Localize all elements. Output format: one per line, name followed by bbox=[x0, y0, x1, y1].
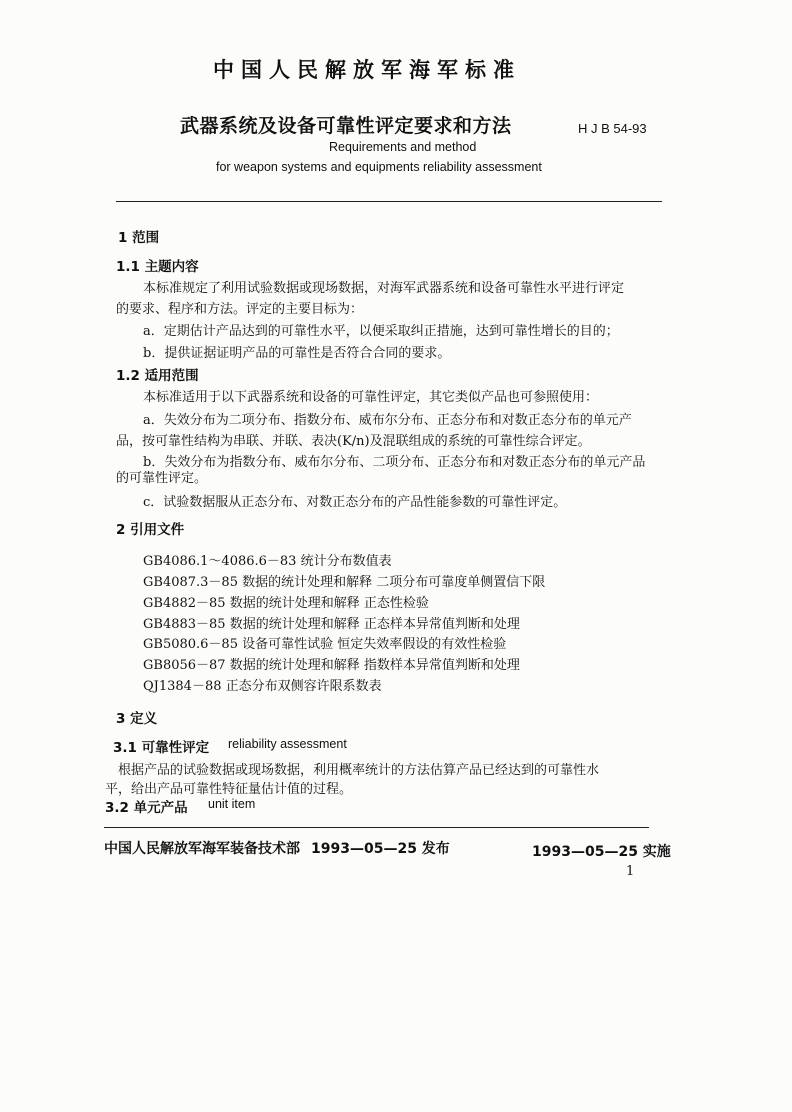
section-1-1-item-a: a．定期估计产品达到的可靠性水平，以便采取纠正措施，达到可靠性增长的目的； bbox=[143, 324, 619, 339]
section-3-2-heading: 3.2 单元产品 bbox=[105, 800, 188, 816]
section-1-1-para-line1: 本标准规定了利用试验数据或现场数据，对海军武器系统和设备可靠性水平进行评定 bbox=[143, 281, 625, 296]
document-title-en-line1: Requirements and method bbox=[329, 140, 477, 154]
section-1-heading: 1 范围 bbox=[118, 230, 160, 246]
section-1-1-para-line2: 的要求、程序和方法。评定的主要目标为： bbox=[116, 302, 364, 317]
reference-item: GB4883－85 数据的统计处理和解释 正态样本异常值判断和处理 bbox=[143, 617, 520, 632]
section-3-heading: 3 定义 bbox=[116, 711, 158, 727]
section-1-2-heading: 1.2 适用范围 bbox=[116, 368, 199, 384]
section-2-heading: 2 引用文件 bbox=[116, 522, 185, 538]
issuing-authority: 中国人民解放军海军装备技术部 bbox=[104, 841, 300, 857]
section-1-2-item-a-line2: 品，按可靠性结构为串联、并联、表决(K/n)及混联组成的系统的可靠性综合评定。 bbox=[116, 434, 591, 449]
section-3-1-heading: 3.1 可靠性评定 bbox=[113, 740, 210, 756]
reference-item: GB8056－87 数据的统计处理和解释 指数样本异常值判断和处理 bbox=[143, 658, 520, 673]
section-1-2-item-b-line2: 的可靠性评定。 bbox=[116, 471, 208, 486]
reference-item: GB4882－85 数据的统计处理和解释 正态性检验 bbox=[143, 596, 429, 611]
reference-item: QJ1384－88 正态分布双侧容许限系数表 bbox=[143, 679, 382, 694]
section-1-1-heading: 1.1 主题内容 bbox=[116, 259, 199, 275]
effective-date: 1993—05—25 实施 bbox=[532, 844, 671, 860]
reference-item: GB4086.1～4086.6－83 统计分布数值表 bbox=[143, 554, 392, 569]
document-title-cn: 武器系统及设备可靠性评定要求和方法 bbox=[180, 115, 512, 137]
reference-item: GB4087.3－85 数据的统计处理和解释 二项分布可靠度单侧置信下限 bbox=[143, 575, 546, 590]
footer-rule bbox=[104, 827, 649, 828]
standard-series-title: 中国人民解放军海军标准 bbox=[213, 58, 521, 82]
section-3-1-term-en: reliability assessment bbox=[228, 737, 347, 751]
issue-date: 1993—05—25 发布 bbox=[311, 841, 450, 857]
reference-item: GB5080.6－85 设备可靠性试验 恒定失效率假设的有效性检验 bbox=[143, 637, 507, 652]
header-rule bbox=[116, 201, 662, 202]
section-3-1-definition-line1: 根据产品的试验数据或现场数据，利用概率统计的方法估算产品已经达到的可靠性水 bbox=[118, 763, 600, 778]
standard-code: H J B 54-93 bbox=[578, 121, 647, 136]
section-3-2-term-en: unit item bbox=[208, 797, 256, 811]
section-1-2-intro: 本标准适用于以下武器系统和设备的可靠性评定，其它类似产品也可参照使用： bbox=[143, 390, 599, 405]
section-1-2-item-c: c．试验数据服从正态分布、对数正态分布的产品性能参数的可靠性评定。 bbox=[143, 495, 567, 510]
document-title-en-line2: for weapon systems and equipments reliability assessment bbox=[216, 160, 542, 174]
section-1-2-item-a-line1: a．失效分布为二项分布、指数分布、威布尔分布、正态分布和对数正态分布的单元产 bbox=[143, 413, 632, 428]
section-3-1-definition-line2: 平，给出产品可靠性特征量估计值的过程。 bbox=[105, 782, 353, 797]
section-1-2-item-b-line1: b．失效分布为指数分布、威布尔分布、二项分布、正态分布和对数正态分布的单元产品 bbox=[143, 455, 646, 470]
page-number: 1 bbox=[626, 864, 635, 879]
section-1-1-item-b: b．提供证据证明产品的可靠性是否符合合同的要求。 bbox=[143, 346, 451, 361]
